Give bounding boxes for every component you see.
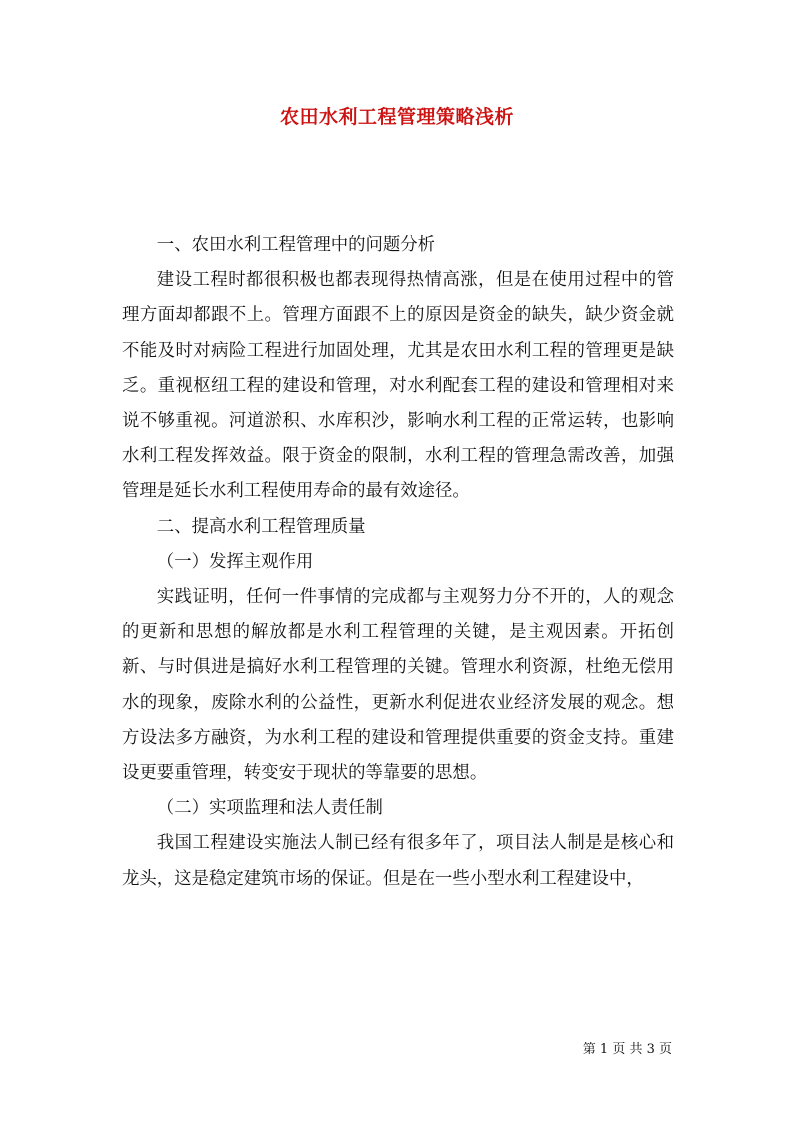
page-number-footer: 第 1 页 共 3 页: [582, 1042, 672, 1057]
subsection-heading: （一）发挥主观作用: [156, 551, 314, 572]
document-body: [122, 228, 674, 897]
body-paragraph: 建设工程时都很积极也都表现得热情高涨，但是在使用过程中的管理方面却都跟不上。管理方面跟不上的原因是资金的缺失，缺少资金就不能及时对病险工程进行加固处理，尤其是农田水利工程的管理更是缺乏。重视枢纽工程的建设和管理，对水利配套工程的建设和管理相对来说不够重视。河道淤积、水库积沙，影响水利工程的正常运转，也影响水利工程发挥效益。限于资金的限制，水利工程的管理急需改善，加强管理是延长水利工程使用寿命的最有效途径。: [122, 270, 674, 502]
section-heading: 二、提高水利工程管理质量: [156, 516, 366, 537]
body-paragraph: 实践证明，任何一件事情的完成都与主观努力分不开的，人的观念的更新和思想的解放都是水利工程管理的关键，是主观因素。开拓创新、与时俱进是搞好水利工程管理的关键。管理水利资源，杜绝无偿用水的现象，废除水利的公益性，更新水利促进农业经济发展的观念。想方设法多方融资，为水利工程的建设和管理提供重要的资金支持。重建设更要重管理，转变安于现状的等靠要的思想。: [122, 587, 674, 784]
body-paragraph: 我国工程建设实施法人制已经有很多年了，项目法人制是是核心和龙头，这是稳定建筑市场的保证。但是在一些小型水利工程建设中，: [122, 833, 674, 889]
section-heading: 一、农田水利工程管理中的问题分析: [156, 235, 436, 255]
document-title: 农田水利工程管理策略浅析: [279, 106, 514, 128]
subsection-heading: （二）实项监理和法人责任制: [156, 798, 383, 819]
